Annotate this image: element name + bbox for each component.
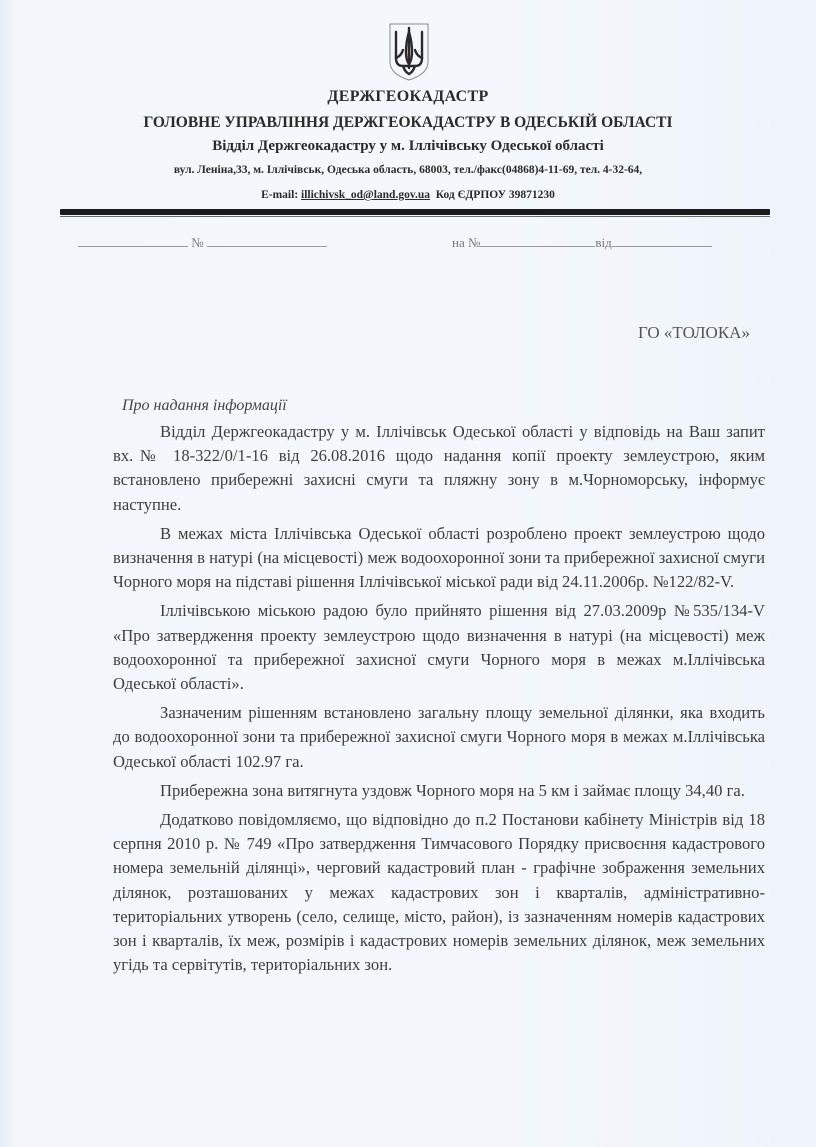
number-label: № [191, 235, 204, 250]
edrpou-code: Код ЄДРПОУ 39871230 [435, 189, 555, 201]
in-reply-blank [480, 236, 595, 247]
paragraph: Відділ Держгеокадастру у м. Іллічівськ Одеської області у відповідь на Ваш запит вх.№ 18-322/0/1-16 від 26.08.2016 щодо надання копії проекту землеустрою, яким встановлено прибережні захисні смуги та пляжну зону в м.Чорноморську, інформує наступне. [113, 422, 765, 514]
email-link[interactable]: illichivsk_od@land.gov.ua [301, 189, 430, 201]
ukraine-trident-icon [387, 22, 431, 82]
incoming-registration [452, 235, 712, 251]
subject-line: Про надання інформації [122, 397, 287, 414]
paragraph: Іллічівською міською радою було прийнято рішення від 27.03.2009р №535/134-V «Про затвердження проекту землеустрою щодо визначення в натурі (на місцевості) меж водоохоронної та прибережної захисної смуги Чорного моря в межах м.Іллічівська Одеської області». [113, 601, 765, 694]
division-name: Відділ Держгеокадастру у м. Іллічівську Одеської області [212, 138, 604, 154]
date-blank [78, 236, 188, 247]
department-name: ГОЛОВНЕ УПРАВЛІННЯ ДЕРЖГЕОКАДАСТРУ В ОДЕСЬКІЙ ОБЛАСТІ [143, 114, 673, 131]
outgoing-registration [78, 235, 327, 251]
addressee: ГО «ТОЛОКА» [638, 323, 750, 342]
in-reply-label: на № [452, 235, 481, 250]
paragraph: Прибережна зона витягнута уздовж Чорного моря на 5 км і займає площу 34,40 га. [160, 780, 745, 800]
email-label: E-mail: [261, 189, 302, 201]
contact-line [0, 189, 816, 201]
letter-body [113, 420, 765, 982]
paragraph: В межах міста Іллічівська Одеської області розроблено проект землеустрою щодо визначення в натурі (на місцевості) меж водоохоронної зони та прибережної захисної смуги Чорного моря на підставі рішення Іллічівської міської ради від 24.11.2006р. №122/82-V. [113, 523, 765, 592]
agency-name: ДЕРЖГЕОКАДАСТР [327, 88, 489, 105]
letterhead-divider-thin [60, 216, 770, 217]
paragraph: Зазначеним рішенням встановлено загальну площу земельної ділянки, яка входить до водоохоронної зони та прибережної захисної смуги Чорного моря в межах м.Іллічівська Одеської області 102.97 га. [113, 703, 765, 771]
from-label: від [595, 235, 612, 250]
address-line: вул. Леніна,33, м. Іллічівськ, Одеська область, 68003, тел./факс(04868)4-11-69, тел. 4-32-64, [173, 164, 643, 176]
letterhead-divider [60, 209, 770, 215]
paragraph: Додатково повідомляємо, що відповідно до п.2 Постанови кабінету Міністрів від 18 серпня 2010 р. № 749 «Про затвердження Тимчасового Порядку присвоєння кадастрового номера земельній ділянці», черговий кадастровий план - графічне зображення земельних ділянок, розташованих у межах кадастрових зон і кварталів, адміністративно-територіальних утворень (село, селище, місто, район), із зазначенням номерів кадастрових зон і кварталів, їх меж, розмірів і кадастрових номерів земельних ділянок, меж земельних угідь та сервітутів, територіальних зон. [113, 810, 765, 975]
from-blank [612, 236, 712, 247]
number-blank [207, 236, 327, 247]
